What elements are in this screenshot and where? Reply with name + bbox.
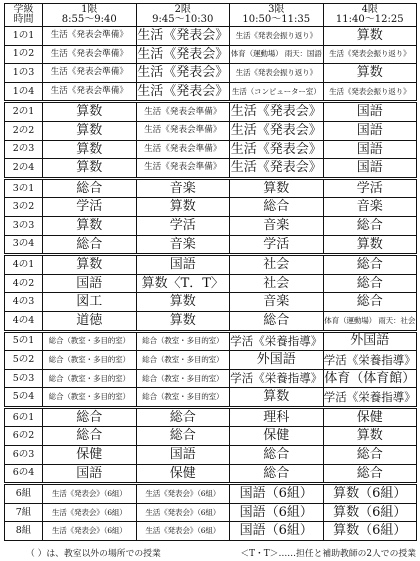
lesson-cell: 総合 <box>230 464 324 484</box>
class-name-cell: 1の2 <box>5 45 43 64</box>
lesson-cell: 総合（教室・多目的室） <box>43 369 137 388</box>
lesson-cell: 生活《発表会》 <box>136 82 230 102</box>
footnote-team-teaching: ＜T・T＞……担任と補助教師の2人での授業 <box>240 549 416 559</box>
lesson-cell: 算数 <box>136 311 230 331</box>
timetable-sheet <box>4 3 416 541</box>
lesson-cell: 総合 <box>323 255 417 275</box>
lesson-cell: 外国語 <box>323 331 417 351</box>
lesson-cell: 音楽 <box>323 198 417 217</box>
lesson-cell: 生活《発表会準備》 <box>43 27 137 46</box>
lesson-cell: 生活《発表会》 <box>230 140 324 159</box>
lesson-cell: 生活《発表会準備》 <box>136 140 230 159</box>
timetable-body <box>5 27 417 541</box>
lesson-cell: 生活《発表会準備》 <box>43 45 137 64</box>
lesson-cell: 生活《発表会準備》 <box>43 82 137 102</box>
class-name-cell: 3の2 <box>5 198 43 217</box>
period-time: 10:50〜11:35 <box>242 14 311 25</box>
class-name-cell: 5の1 <box>5 331 43 351</box>
lesson-cell: 総合（教室・多目的室） <box>136 351 230 370</box>
lesson-cell: 生活《発表会》（6組） <box>43 503 137 522</box>
header-row <box>5 4 417 27</box>
lesson-cell: 算数 <box>230 388 324 408</box>
lesson-cell: 総合 <box>136 427 230 446</box>
lesson-cell: 総合 <box>43 235 137 255</box>
table-row <box>5 464 417 484</box>
class-name-cell: 6の4 <box>5 464 43 484</box>
lesson-cell: 学活《栄養指導》 <box>230 369 324 388</box>
table-row <box>5 388 417 408</box>
table-row <box>5 82 417 102</box>
lesson-cell: 保健 <box>323 407 417 427</box>
table-row <box>5 27 417 46</box>
table-row <box>5 121 417 140</box>
period-time: 11:40〜12:25 <box>335 14 404 25</box>
class-name-cell: 4の4 <box>5 311 43 331</box>
class-name-cell: 2の1 <box>5 102 43 122</box>
lesson-cell: 算数 <box>43 255 137 275</box>
lesson-cell: 総合（教室・多目的室） <box>43 351 137 370</box>
lesson-cell: 体育（運動場） 雨天：社会 <box>323 311 417 331</box>
table-row <box>5 351 417 370</box>
table-row <box>5 331 417 351</box>
lesson-cell: 算数 <box>323 427 417 446</box>
lesson-cell: 国語 <box>43 464 137 484</box>
footnote-location: （ ）は、教室以外の場所での授業 <box>26 549 161 559</box>
lesson-cell: 国語 <box>43 274 137 293</box>
lesson-cell: 生活《発表会振り返り》 <box>230 64 324 83</box>
class-name-cell: 3の3 <box>5 216 43 235</box>
lesson-cell: 算数（6組） <box>323 522 417 541</box>
lesson-cell: 生活《発表会》 <box>136 64 230 83</box>
lesson-cell: 算数 <box>43 140 137 159</box>
lesson-cell: 生活《発表会》 <box>230 159 324 179</box>
timetable <box>4 3 417 541</box>
lesson-cell: 算数 <box>230 178 324 198</box>
period-label: 4限 <box>361 3 378 15</box>
lesson-cell: 体育（運動場） 雨天：国語 <box>230 45 324 64</box>
table-row <box>5 407 417 427</box>
lesson-cell: 音楽 <box>230 216 324 235</box>
lesson-cell: 生活《発表会振り返り》 <box>323 82 417 102</box>
lesson-cell: 生活《発表会振り返り》 <box>230 27 324 46</box>
period-header-4 <box>323 4 417 27</box>
class-name-cell: 4の3 <box>5 293 43 312</box>
class-name-cell: 2の4 <box>5 159 43 179</box>
class-name-cell: 6の1 <box>5 407 43 427</box>
lesson-cell: 国語 <box>323 159 417 179</box>
lesson-cell: 学活 <box>230 235 324 255</box>
lesson-cell: 音楽 <box>136 178 230 198</box>
period-header-3 <box>230 4 324 27</box>
lesson-cell: 保健 <box>43 446 137 465</box>
table-row <box>5 503 417 522</box>
class-name-cell: 3の1 <box>5 178 43 198</box>
lesson-cell: 学活《栄養指導》 <box>230 331 324 351</box>
table-row <box>5 235 417 255</box>
lesson-cell: 算数〈T．T〉 <box>136 274 230 293</box>
table-row <box>5 255 417 275</box>
lesson-cell: 国語 <box>323 121 417 140</box>
lesson-cell: 総合 <box>43 407 137 427</box>
lesson-cell: 保健 <box>136 464 230 484</box>
class-name-cell: 2の3 <box>5 140 43 159</box>
lesson-cell: 算数 <box>136 293 230 312</box>
period-header-2 <box>136 4 230 27</box>
lesson-cell: 生活《発表会準備》 <box>136 102 230 122</box>
table-row <box>5 64 417 83</box>
table-row <box>5 140 417 159</box>
class-name-cell: 6の2 <box>5 427 43 446</box>
table-row <box>5 522 417 541</box>
lesson-cell: 図工 <box>43 293 137 312</box>
table-row <box>5 274 417 293</box>
lesson-cell: 総合 <box>323 446 417 465</box>
lesson-cell: 生活《発表会》 <box>230 121 324 140</box>
lesson-cell: 生活《発表会》（6組） <box>136 503 230 522</box>
period-label: 1限 <box>81 3 98 15</box>
lesson-cell: 理科 <box>230 407 324 427</box>
table-row <box>5 293 417 312</box>
lesson-cell: 総合 <box>323 274 417 293</box>
lesson-cell: 国語（6組） <box>230 503 324 522</box>
lesson-cell: 算数 <box>323 64 417 83</box>
class-name-cell: 1の3 <box>5 64 43 83</box>
lesson-cell: 総合 <box>230 311 324 331</box>
lesson-cell: 国語 <box>323 140 417 159</box>
lesson-cell: 国語 <box>136 446 230 465</box>
class-name-cell: 7組 <box>5 503 43 522</box>
period-label: 2限 <box>174 3 191 15</box>
class-name-cell: 1の1 <box>5 27 43 46</box>
table-row <box>5 446 417 465</box>
class-name-cell: 6の3 <box>5 446 43 465</box>
lesson-cell: 総合 <box>43 178 137 198</box>
table-row <box>5 45 417 64</box>
lesson-cell: 算数 <box>136 198 230 217</box>
lesson-cell: 学活 <box>136 216 230 235</box>
table-row <box>5 311 417 331</box>
lesson-cell: 算数（6組） <box>323 503 417 522</box>
period-header-1 <box>43 4 137 27</box>
lesson-cell: 学活《栄養指導》 <box>323 351 417 370</box>
class-name-cell: 4の2 <box>5 274 43 293</box>
lesson-cell: 生活《発表会》（6組） <box>136 522 230 541</box>
lesson-cell: 生活《発表会》 <box>136 27 230 46</box>
lesson-cell: 算数 <box>43 121 137 140</box>
lesson-cell: 生活《発表会》 <box>136 45 230 64</box>
class-name-cell: 2の2 <box>5 121 43 140</box>
lesson-cell: 学活 <box>323 178 417 198</box>
period-time: 9:45〜10:30 <box>152 14 214 25</box>
class-name-cell: 5の4 <box>5 388 43 408</box>
lesson-cell: 総合 <box>323 216 417 235</box>
lesson-cell: 算数 <box>323 27 417 46</box>
lesson-cell: 社会 <box>230 255 324 275</box>
lesson-cell: 学活 <box>43 198 137 217</box>
lesson-cell: 社会 <box>230 274 324 293</box>
lesson-cell: 総合（教室・多目的室） <box>136 369 230 388</box>
class-name-cell: 8組 <box>5 522 43 541</box>
lesson-cell: 総合 <box>323 293 417 312</box>
lesson-cell: 総合（教室・多目的室） <box>43 388 137 408</box>
table-row <box>5 369 417 388</box>
lesson-cell: 保健 <box>230 427 324 446</box>
class-name-cell: 6組 <box>5 484 43 504</box>
corner-time-label: 時間 <box>13 14 34 25</box>
lesson-cell: 総合（教室・多目的室） <box>136 388 230 408</box>
lesson-cell: 生活《発表会》（6組） <box>136 484 230 504</box>
lesson-cell: 音楽 <box>230 293 324 312</box>
lesson-cell: 総合 <box>136 407 230 427</box>
table-row <box>5 159 417 179</box>
lesson-cell: 総合（教室・多目的室） <box>136 331 230 351</box>
lesson-cell: 道徳 <box>43 311 137 331</box>
lesson-cell: 総合 <box>43 427 137 446</box>
lesson-cell: 国語 <box>136 255 230 275</box>
lesson-cell: 総合 <box>230 446 324 465</box>
corner-cell <box>5 4 43 27</box>
lesson-cell: 国語（6組） <box>230 484 324 504</box>
lesson-cell: 学活《栄養指導》 <box>323 388 417 408</box>
lesson-cell: 生活《発表会準備》 <box>43 64 137 83</box>
class-name-cell: 4の1 <box>5 255 43 275</box>
lesson-cell: 算数 <box>43 159 137 179</box>
lesson-cell: 生活《発表会準備》 <box>136 159 230 179</box>
lesson-cell: 算数 <box>323 235 417 255</box>
lesson-cell: 体育（体育館） <box>323 369 417 388</box>
period-label: 3限 <box>268 3 285 15</box>
table-row <box>5 216 417 235</box>
lesson-cell: 生活《発表会準備》 <box>136 121 230 140</box>
class-name-cell: 3の4 <box>5 235 43 255</box>
lesson-cell: 算数（6組） <box>323 484 417 504</box>
class-name-cell: 5の2 <box>5 351 43 370</box>
lesson-cell: 音楽 <box>136 235 230 255</box>
table-row <box>5 198 417 217</box>
table-row <box>5 484 417 504</box>
corner-class-label: 学級 <box>13 3 34 15</box>
lesson-cell: 国語 <box>323 102 417 122</box>
table-row <box>5 102 417 122</box>
class-name-cell: 1の4 <box>5 82 43 102</box>
lesson-cell: 生活《発表会振り返り》 <box>323 45 417 64</box>
table-row <box>5 427 417 446</box>
period-time: 8:55〜9:40 <box>61 14 117 25</box>
lesson-cell: 生活《発表会》（6組） <box>43 484 137 504</box>
lesson-cell: 国語（6組） <box>230 522 324 541</box>
lesson-cell: 生活（コンピューター室） <box>230 82 324 102</box>
table-row <box>5 178 417 198</box>
footnotes <box>4 546 416 559</box>
lesson-cell: 算数 <box>43 102 137 122</box>
lesson-cell: 総合 <box>323 464 417 484</box>
class-name-cell: 5の3 <box>5 369 43 388</box>
lesson-cell: 総合 <box>230 198 324 217</box>
lesson-cell: 総合（教室・多目的室） <box>43 331 137 351</box>
lesson-cell: 生活《発表会》 <box>230 102 324 122</box>
lesson-cell: 生活《発表会》（6組） <box>43 522 137 541</box>
lesson-cell: 算数 <box>43 216 137 235</box>
lesson-cell: 外国語 <box>230 351 324 370</box>
